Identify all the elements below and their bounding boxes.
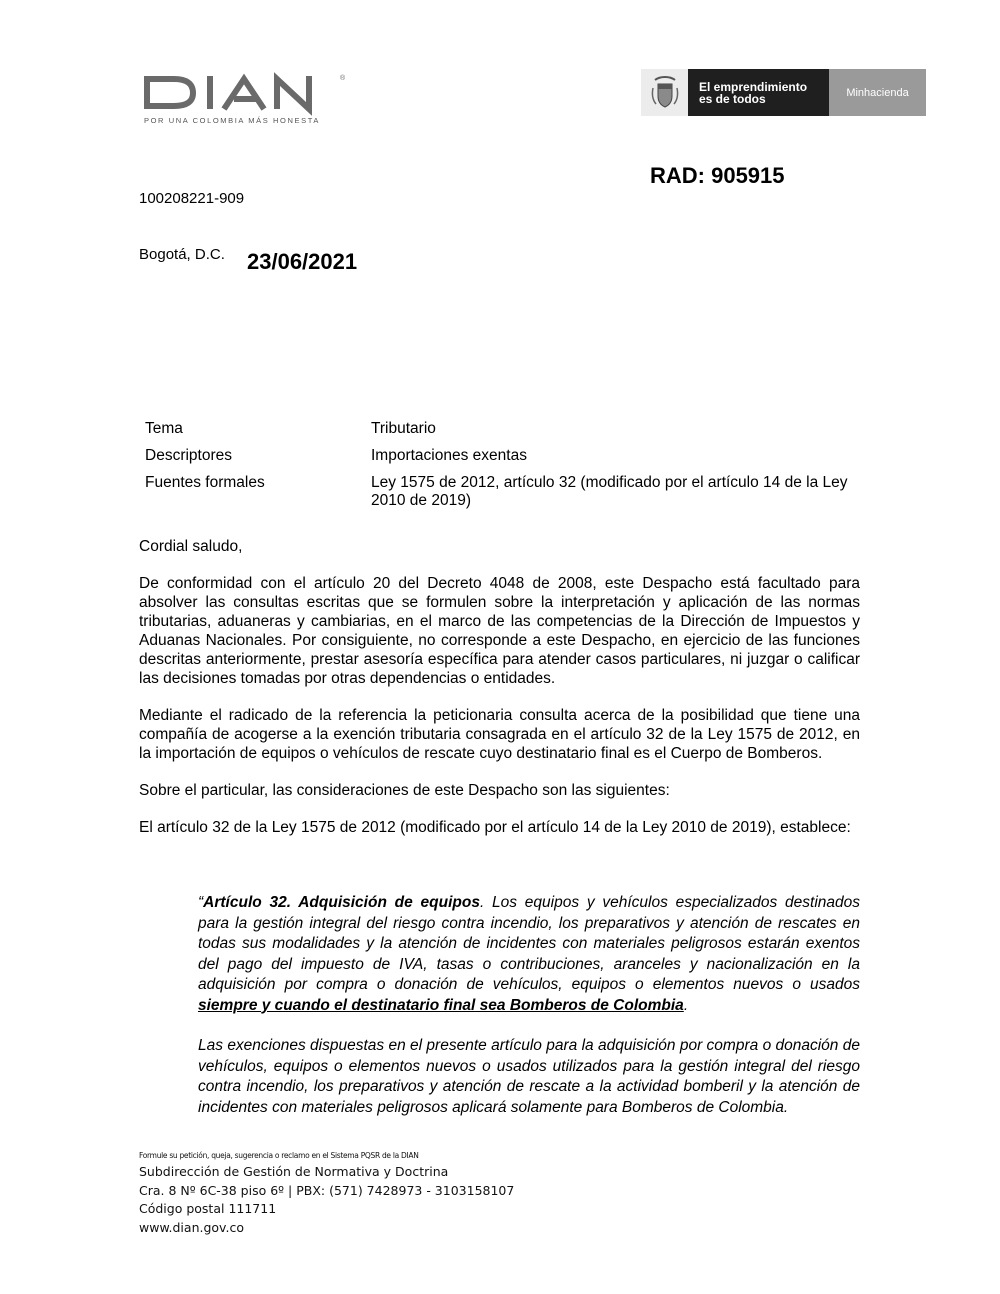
footer-address: Cra. 8 Nº 6C-38 piso 6º | PBX: (571) 7428973 - 3103158107 xyxy=(139,1182,515,1198)
gov-slogan-line2: es de todos xyxy=(699,91,766,106)
meta-value: Tributario xyxy=(371,420,436,437)
meta-value: Importaciones exentas xyxy=(371,447,527,464)
gov-slogan-line1: El emprendimiento xyxy=(699,79,808,94)
footer-pqsr-note: Formule su petición, queja, sugerencia o reclamo en el Sistema PQSR de la DIAN xyxy=(139,1151,419,1160)
dian-tagline: POR UNA COLOMBIA MÁS HONESTA xyxy=(144,116,320,125)
quote-paragraph-2: Las exenciones dispuestas en el presente artículo para la adquisición por compra o donación de vehículos, equipos o elementos nuevos o usados utilizados para la gestión integral del riesgo contra incendio, los preparativos y atención de rescate a la actividad bomberil y la atención de incidentes con materiales peligrosos aplicará solamente para Bomberos de Colombia. xyxy=(198,1037,860,1116)
quote-paragraph-1 xyxy=(198,893,860,1016)
meta-key: Descriptores xyxy=(145,447,232,464)
meta-row-descriptores xyxy=(145,447,860,465)
paragraph-competence: De conformidad con el artículo 20 del Decreto 4048 de 2008, este Despacho está facultado para absolver las consultas escritas que se formulen sobre la interpretación y aplicación de las normas tributarias, aduaneras y cambiarias, en el marco de las competencias de la Dirección de Impuestos y Aduanas Nacionales. Por consiguiente, no corresponde a este Despacho, en ejercicio de las funciones descritas anteriormente, prestar asesoría específica para atender casos particulares, ni juzgar o calificar las decisiones tomadas por otras dependencias o entidades. xyxy=(139,575,860,687)
coat-of-arms xyxy=(641,69,688,116)
meta-key: Fuentes formales xyxy=(145,474,265,491)
quote-end-mark: . xyxy=(683,996,689,1014)
document-date: 23/06/2021 xyxy=(247,249,358,274)
quote-underlined-condition: siempre y cuando el destinatario final sea Bomberos de Colombia xyxy=(198,996,684,1014)
meta-value: Ley 1575 de 2012, artículo 32 (modificado por el artículo 14 de la Ley 2010 de 2019) xyxy=(371,474,848,509)
paragraph-consultation: Mediante el radicado de la referencia la peticionaria consulta acerca de la posibilidad que tiene una compañía de acogerse a la exención tributaria consagrada en el artículo 32 de la Ley 1575 de 2012, en la importación de equipos o vehículos de rescate cuyo destinatario final es el Cuerpo de Bomberos. xyxy=(139,707,860,762)
paragraph-considerations: Sobre el particular, las consideraciones de este Despacho son las siguientes: xyxy=(139,782,670,799)
footer-website: www.dian.gov.co xyxy=(139,1219,244,1235)
rad-number: RAD: 905915 xyxy=(650,163,785,188)
meta-row-tema xyxy=(145,420,860,438)
quote-text: . Los equipos y vehículos especializados destinados para la gestión integral del riesgo contra incendio, los preparativos y atención de rescates en todas sus modalidades y la atención de incidentes con materiales peligrosos estarán exentos del pago del impuesto de IVA, tasas o contribuciones, aranceles y nacionalización en la adquisición por compra o donación de vehículos, equipos o elementos nuevos o usados xyxy=(198,894,860,993)
footer xyxy=(139,1151,514,1237)
shield-icon xyxy=(650,76,680,110)
meta-table xyxy=(145,420,860,519)
quoted-article xyxy=(198,893,860,1138)
footer-office: Subdirección de Gestión de Normativa y Doctrina xyxy=(139,1164,449,1179)
reference-number: 100208221-909 xyxy=(139,190,245,207)
ministry-label: Minhacienda xyxy=(829,69,926,116)
city: Bogotá, D.C. xyxy=(139,246,225,263)
meta-key: Tema xyxy=(145,420,183,437)
letter-body xyxy=(139,537,860,855)
greeting: Cordial saludo, xyxy=(139,538,243,555)
gov-slogan xyxy=(688,69,829,116)
paragraph-article-intro: El artículo 32 de la Ley 1575 de 2012 (modificado por el artículo 14 de la Ley 2010 de 2019), establece: xyxy=(139,819,851,836)
svg-text:®: ® xyxy=(340,75,346,82)
gov-banner xyxy=(641,69,926,116)
article-title: Artículo 32. Adquisición de equipos xyxy=(203,894,480,911)
footer-postal-code: Código postal 111711 xyxy=(139,1201,277,1216)
quote-open-mark: “ xyxy=(198,894,204,911)
meta-row-fuentes xyxy=(145,474,860,510)
